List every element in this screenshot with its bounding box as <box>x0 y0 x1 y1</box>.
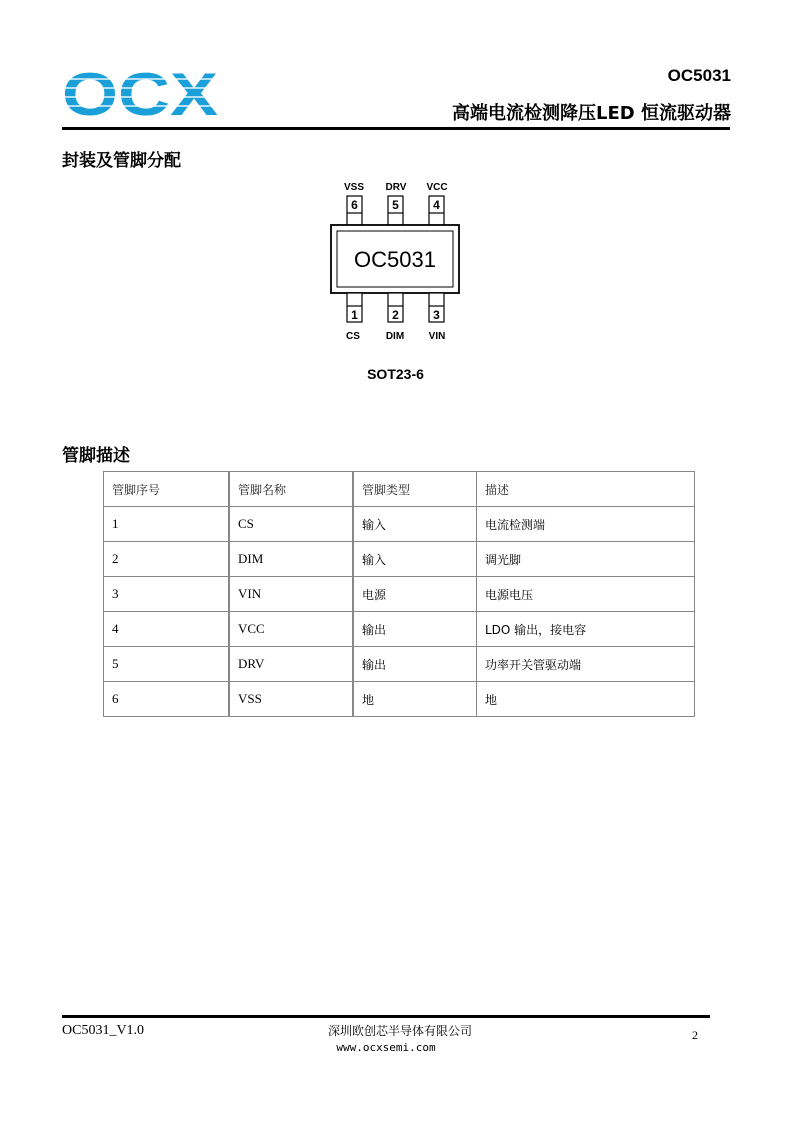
cell-pin-name: DRV <box>229 647 353 682</box>
pin-label-6: VSS <box>343 182 365 193</box>
footer-company-name: 深圳欧创芯半导体有限公司 <box>327 1024 472 1038</box>
cell-description: 调光脚 <box>477 542 695 577</box>
section-title-pin-description: 管脚描述 <box>62 446 130 466</box>
pin-label-4: VCC <box>426 182 448 193</box>
pin-number-5: 5 <box>392 198 399 212</box>
footer-website: www.ocxsemi.com <box>336 1041 436 1054</box>
cell-pin-name: VIN <box>229 577 353 612</box>
cell-pin-type: 输出 <box>353 647 477 682</box>
pin-label-1: CS <box>346 331 360 342</box>
cell-pin-number: 2 <box>104 542 230 577</box>
header-cell-pin-number: 管脚序号 <box>104 472 230 507</box>
package-diagram <box>320 178 470 344</box>
cell-description: 电流检测端 <box>477 507 695 542</box>
logo-text: OCX <box>62 66 218 120</box>
part-number: OC5031 <box>667 66 731 85</box>
cell-description: 地 <box>477 682 695 717</box>
table-row <box>104 682 695 717</box>
header-divider <box>62 127 730 130</box>
cell-pin-name: VSS <box>229 682 353 717</box>
pin-number-2: 2 <box>392 308 399 322</box>
company-logo <box>62 66 220 120</box>
table-header-row <box>104 472 695 507</box>
section-title-package: 封装及管脚分配 <box>62 151 181 171</box>
pin-label-2: DIM <box>385 331 405 342</box>
cell-pin-type: 输入 <box>353 507 477 542</box>
header-cell-pin-type: 管脚类型 <box>353 472 477 507</box>
cell-pin-number: 3 <box>104 577 230 612</box>
pin-number-1: 1 <box>351 308 358 322</box>
cell-description: LDO 输出，接电容 <box>477 612 695 647</box>
table-row <box>104 612 695 647</box>
package-caption: SOT23-6 <box>367 366 424 382</box>
cell-description: 电源电压 <box>477 577 695 612</box>
cell-pin-type: 输出 <box>353 612 477 647</box>
cell-description: 功率开关管驱动端 <box>477 647 695 682</box>
footer-divider <box>62 1015 710 1018</box>
document-title: 高端电流检测降压LED 恒流驱动器 <box>452 103 731 124</box>
table-row <box>104 577 695 612</box>
cell-pin-number: 1 <box>104 507 230 542</box>
pin-label-3: VIN <box>428 331 446 342</box>
cell-pin-type: 输入 <box>353 542 477 577</box>
pin-description-table <box>103 471 695 717</box>
table-row <box>104 647 695 682</box>
chip-label: OC5031 <box>354 247 436 272</box>
cell-pin-name: VCC <box>229 612 353 647</box>
cell-pin-number: 4 <box>104 612 230 647</box>
cell-pin-type: 电源 <box>353 577 477 612</box>
cell-pin-name: CS <box>229 507 353 542</box>
cell-pin-number: 5 <box>104 647 230 682</box>
pin-number-6: 6 <box>351 198 358 212</box>
table-row <box>104 542 695 577</box>
pin-number-3: 3 <box>433 308 440 322</box>
cell-pin-name: DIM <box>229 542 353 577</box>
cell-pin-type: 地 <box>353 682 477 717</box>
footer-version: OC5031_V1.0 <box>62 1023 145 1038</box>
table-row <box>104 507 695 542</box>
pin-number-4: 4 <box>433 198 440 212</box>
pin-label-5: DRV <box>385 182 407 193</box>
header-cell-pin-name: 管脚名称 <box>229 472 353 507</box>
header-cell-description: 描述 <box>477 472 695 507</box>
cell-pin-number: 6 <box>104 682 230 717</box>
page-number: 2 <box>692 1028 698 1042</box>
